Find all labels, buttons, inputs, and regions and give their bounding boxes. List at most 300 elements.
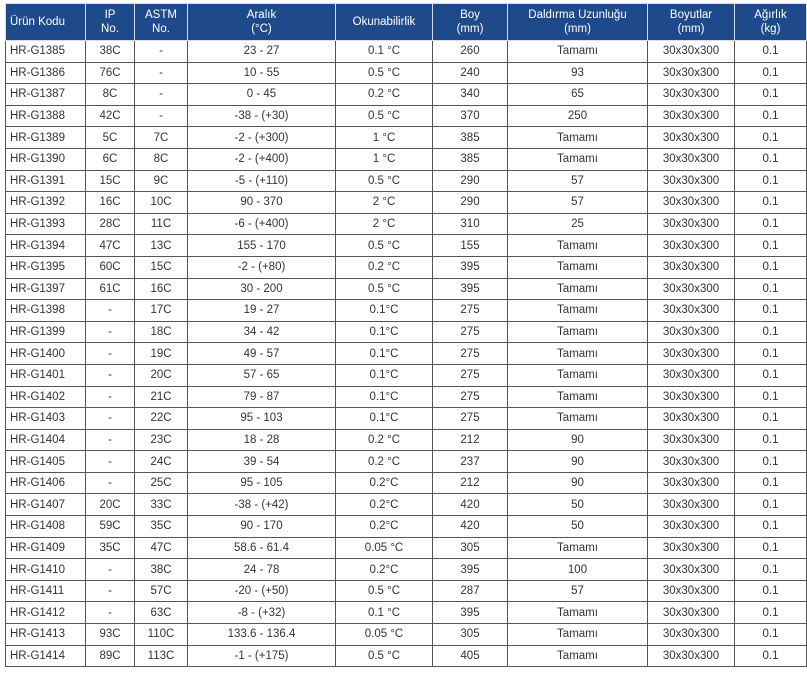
cell-length: 275 [433, 343, 508, 365]
cell-range: 10 - 55 [188, 62, 336, 84]
cell-readability: 0.1 °C [336, 602, 433, 624]
cell-product-code: HR-G1387 [6, 84, 86, 106]
table-row [6, 300, 807, 322]
cell-astm-no: - [135, 41, 188, 63]
header-dimensions: Boyutlar (mm) [648, 4, 735, 41]
cell-range: 39 - 54 [188, 451, 336, 473]
cell-range: -6 - (+400) [188, 213, 336, 235]
cell-astm-no: 8C [135, 148, 188, 170]
cell-range: 79 - 87 [188, 386, 336, 408]
cell-dimensions: 30x30x300 [648, 364, 735, 386]
cell-astm-no: 24C [135, 451, 188, 473]
cell-dimensions: 30x30x300 [648, 516, 735, 538]
cell-product-code: HR-G1386 [6, 62, 86, 84]
cell-product-code: HR-G1412 [6, 602, 86, 624]
cell-ip-no: - [86, 386, 135, 408]
cell-readability: 0.1°C [336, 408, 433, 430]
cell-length: 155 [433, 235, 508, 257]
cell-dimensions: 30x30x300 [648, 148, 735, 170]
cell-weight: 0.1 [735, 408, 807, 430]
cell-product-code: HR-G1414 [6, 645, 86, 667]
cell-readability: 0.5 °C [336, 235, 433, 257]
cell-astm-no: 47C [135, 537, 188, 559]
cell-length: 275 [433, 321, 508, 343]
cell-range: 95 - 103 [188, 408, 336, 430]
cell-product-code: HR-G1407 [6, 494, 86, 516]
cell-readability: 0.2 °C [336, 256, 433, 278]
table-row [6, 364, 807, 386]
cell-range: -2 - (+400) [188, 148, 336, 170]
cell-immersion-length: 100 [508, 559, 648, 581]
cell-astm-no: 57C [135, 580, 188, 602]
cell-product-code: HR-G1394 [6, 235, 86, 257]
cell-immersion-length: Tamamı [508, 537, 648, 559]
product-table-container [5, 3, 807, 667]
table-row [6, 41, 807, 63]
table-row [6, 321, 807, 343]
cell-immersion-length: Tamamı [508, 278, 648, 300]
cell-length: 290 [433, 170, 508, 192]
cell-ip-no: - [86, 364, 135, 386]
table-row [6, 148, 807, 170]
cell-product-code: HR-G1388 [6, 105, 86, 127]
table-header [6, 4, 807, 41]
cell-product-code: HR-G1398 [6, 300, 86, 322]
cell-weight: 0.1 [735, 516, 807, 538]
cell-immersion-length: 50 [508, 516, 648, 538]
cell-ip-no: 28C [86, 213, 135, 235]
cell-readability: 2 °C [336, 192, 433, 214]
cell-dimensions: 30x30x300 [648, 494, 735, 516]
cell-readability: 0.5 °C [336, 105, 433, 127]
cell-readability: 0.2°C [336, 494, 433, 516]
cell-weight: 0.1 [735, 580, 807, 602]
cell-immersion-length: Tamamı [508, 41, 648, 63]
cell-range: 24 - 78 [188, 559, 336, 581]
cell-immersion-length: 57 [508, 192, 648, 214]
cell-dimensions: 30x30x300 [648, 429, 735, 451]
cell-readability: 0.1°C [336, 364, 433, 386]
cell-ip-no: 42C [86, 105, 135, 127]
cell-weight: 0.1 [735, 62, 807, 84]
cell-length: 240 [433, 62, 508, 84]
cell-product-code: HR-G1409 [6, 537, 86, 559]
cell-weight: 0.1 [735, 148, 807, 170]
cell-astm-no: 63C [135, 602, 188, 624]
cell-weight: 0.1 [735, 559, 807, 581]
cell-range: -2 - (+300) [188, 127, 336, 149]
cell-dimensions: 30x30x300 [648, 235, 735, 257]
cell-ip-no: 76C [86, 62, 135, 84]
cell-astm-no: 10C [135, 192, 188, 214]
cell-readability: 0.5 °C [336, 170, 433, 192]
cell-product-code: HR-G1410 [6, 559, 86, 581]
table-row [6, 645, 807, 667]
cell-dimensions: 30x30x300 [648, 127, 735, 149]
cell-astm-no: 9C [135, 170, 188, 192]
cell-readability: 0.05 °C [336, 624, 433, 646]
cell-range: -2 - (+80) [188, 256, 336, 278]
cell-range: 95 - 105 [188, 472, 336, 494]
cell-dimensions: 30x30x300 [648, 213, 735, 235]
cell-readability: 2 °C [336, 213, 433, 235]
cell-range: -38 - (+42) [188, 494, 336, 516]
cell-ip-no: - [86, 602, 135, 624]
cell-dimensions: 30x30x300 [648, 170, 735, 192]
cell-astm-no: 23C [135, 429, 188, 451]
cell-dimensions: 30x30x300 [648, 256, 735, 278]
cell-astm-no: - [135, 84, 188, 106]
cell-weight: 0.1 [735, 84, 807, 106]
cell-astm-no: 113C [135, 645, 188, 667]
cell-readability: 0.1°C [336, 300, 433, 322]
cell-product-code: HR-G1385 [6, 41, 86, 63]
cell-readability: 0.5 °C [336, 645, 433, 667]
cell-dimensions: 30x30x300 [648, 472, 735, 494]
cell-dimensions: 30x30x300 [648, 624, 735, 646]
cell-readability: 0.1°C [336, 343, 433, 365]
table-row [6, 343, 807, 365]
table-row [6, 192, 807, 214]
cell-product-code: HR-G1400 [6, 343, 86, 365]
cell-range: 90 - 170 [188, 516, 336, 538]
table-row [6, 580, 807, 602]
cell-astm-no: 20C [135, 364, 188, 386]
header-readability: Okunabilirlik [336, 4, 433, 41]
cell-astm-no: 11C [135, 213, 188, 235]
cell-range: 34 - 42 [188, 321, 336, 343]
cell-length: 420 [433, 494, 508, 516]
table-row [6, 559, 807, 581]
cell-product-code: HR-G1406 [6, 472, 86, 494]
cell-product-code: HR-G1401 [6, 364, 86, 386]
cell-length: 420 [433, 516, 508, 538]
cell-range: 19 - 27 [188, 300, 336, 322]
cell-product-code: HR-G1393 [6, 213, 86, 235]
product-table [5, 3, 807, 667]
table-row [6, 84, 807, 106]
cell-astm-no: 15C [135, 256, 188, 278]
cell-product-code: HR-G1399 [6, 321, 86, 343]
table-row [6, 386, 807, 408]
cell-astm-no: 25C [135, 472, 188, 494]
cell-weight: 0.1 [735, 41, 807, 63]
cell-astm-no: 17C [135, 300, 188, 322]
cell-immersion-length: 57 [508, 170, 648, 192]
cell-dimensions: 30x30x300 [648, 300, 735, 322]
cell-product-code: HR-G1413 [6, 624, 86, 646]
table-row [6, 235, 807, 257]
header-ip-no: IP No. [86, 4, 135, 41]
table-row [6, 537, 807, 559]
cell-weight: 0.1 [735, 386, 807, 408]
cell-length: 305 [433, 537, 508, 559]
cell-dimensions: 30x30x300 [648, 192, 735, 214]
header-weight: Ağırlık (kg) [735, 4, 807, 41]
cell-ip-no: - [86, 321, 135, 343]
cell-length: 260 [433, 41, 508, 63]
cell-range: 90 - 370 [188, 192, 336, 214]
cell-weight: 0.1 [735, 494, 807, 516]
cell-immersion-length: Tamamı [508, 148, 648, 170]
cell-weight: 0.1 [735, 127, 807, 149]
cell-range: 133.6 - 136.4 [188, 624, 336, 646]
cell-immersion-length: Tamamı [508, 127, 648, 149]
cell-immersion-length: Tamamı [508, 386, 648, 408]
cell-immersion-length: Tamamı [508, 624, 648, 646]
cell-ip-no: - [86, 300, 135, 322]
cell-weight: 0.1 [735, 192, 807, 214]
cell-immersion-length: Tamamı [508, 256, 648, 278]
cell-astm-no: 22C [135, 408, 188, 430]
cell-range: 23 - 27 [188, 41, 336, 63]
cell-product-code: HR-G1404 [6, 429, 86, 451]
cell-immersion-length: 50 [508, 494, 648, 516]
cell-dimensions: 30x30x300 [648, 343, 735, 365]
cell-weight: 0.1 [735, 429, 807, 451]
cell-readability: 0.5 °C [336, 62, 433, 84]
cell-immersion-length: Tamamı [508, 408, 648, 430]
cell-ip-no: - [86, 580, 135, 602]
table-body [6, 41, 807, 667]
cell-immersion-length: 93 [508, 62, 648, 84]
cell-ip-no: 20C [86, 494, 135, 516]
cell-product-code: HR-G1402 [6, 386, 86, 408]
cell-weight: 0.1 [735, 624, 807, 646]
cell-length: 385 [433, 127, 508, 149]
cell-weight: 0.1 [735, 300, 807, 322]
table-row [6, 408, 807, 430]
cell-astm-no: 13C [135, 235, 188, 257]
cell-immersion-length: Tamamı [508, 645, 648, 667]
table-row [6, 213, 807, 235]
cell-length: 310 [433, 213, 508, 235]
cell-length: 340 [433, 84, 508, 106]
table-row [6, 602, 807, 624]
cell-ip-no: 38C [86, 41, 135, 63]
cell-dimensions: 30x30x300 [648, 602, 735, 624]
header-range: Aralık (°C) [188, 4, 336, 41]
cell-range: 30 - 200 [188, 278, 336, 300]
cell-ip-no: 59C [86, 516, 135, 538]
cell-immersion-length: 90 [508, 472, 648, 494]
cell-immersion-length: Tamamı [508, 343, 648, 365]
cell-product-code: HR-G1403 [6, 408, 86, 430]
cell-astm-no: - [135, 105, 188, 127]
cell-dimensions: 30x30x300 [648, 580, 735, 602]
header-astm-no: ASTM No. [135, 4, 188, 41]
cell-length: 395 [433, 256, 508, 278]
cell-weight: 0.1 [735, 472, 807, 494]
cell-dimensions: 30x30x300 [648, 559, 735, 581]
header-length: Boy (mm) [433, 4, 508, 41]
cell-immersion-length: 250 [508, 105, 648, 127]
cell-readability: 0.1°C [336, 386, 433, 408]
cell-dimensions: 30x30x300 [648, 105, 735, 127]
cell-readability: 0.2°C [336, 559, 433, 581]
cell-astm-no: 16C [135, 278, 188, 300]
cell-weight: 0.1 [735, 451, 807, 473]
cell-astm-no: 18C [135, 321, 188, 343]
cell-dimensions: 30x30x300 [648, 537, 735, 559]
cell-ip-no: 60C [86, 256, 135, 278]
cell-range: -5 - (+110) [188, 170, 336, 192]
cell-weight: 0.1 [735, 343, 807, 365]
cell-length: 395 [433, 602, 508, 624]
cell-immersion-length: Tamamı [508, 602, 648, 624]
cell-astm-no: 7C [135, 127, 188, 149]
cell-weight: 0.1 [735, 278, 807, 300]
cell-astm-no: 21C [135, 386, 188, 408]
cell-ip-no: - [86, 559, 135, 581]
cell-immersion-length: 57 [508, 580, 648, 602]
table-row [6, 429, 807, 451]
cell-length: 275 [433, 386, 508, 408]
cell-product-code: HR-G1411 [6, 580, 86, 602]
header-row [6, 4, 807, 41]
cell-ip-no: 8C [86, 84, 135, 106]
cell-ip-no: - [86, 429, 135, 451]
table-row [6, 256, 807, 278]
cell-readability: 0.2 °C [336, 451, 433, 473]
cell-length: 290 [433, 192, 508, 214]
cell-range: 57 - 65 [188, 364, 336, 386]
cell-weight: 0.1 [735, 645, 807, 667]
cell-readability: 0.2 °C [336, 84, 433, 106]
cell-weight: 0.1 [735, 256, 807, 278]
cell-dimensions: 30x30x300 [648, 278, 735, 300]
cell-range: -8 - (+32) [188, 602, 336, 624]
cell-length: 395 [433, 559, 508, 581]
cell-weight: 0.1 [735, 602, 807, 624]
cell-product-code: HR-G1391 [6, 170, 86, 192]
cell-range: 49 - 57 [188, 343, 336, 365]
cell-ip-no: 16C [86, 192, 135, 214]
cell-astm-no: - [135, 62, 188, 84]
cell-ip-no: - [86, 343, 135, 365]
cell-immersion-length: Tamamı [508, 235, 648, 257]
cell-immersion-length: Tamamı [508, 364, 648, 386]
cell-dimensions: 30x30x300 [648, 451, 735, 473]
cell-astm-no: 110C [135, 624, 188, 646]
cell-immersion-length: 90 [508, 451, 648, 473]
cell-readability: 1 °C [336, 127, 433, 149]
cell-product-code: HR-G1392 [6, 192, 86, 214]
cell-length: 275 [433, 364, 508, 386]
cell-astm-no: 19C [135, 343, 188, 365]
cell-length: 305 [433, 624, 508, 646]
cell-immersion-length: 25 [508, 213, 648, 235]
cell-ip-no: 93C [86, 624, 135, 646]
cell-dimensions: 30x30x300 [648, 41, 735, 63]
cell-ip-no: 6C [86, 148, 135, 170]
cell-length: 405 [433, 645, 508, 667]
cell-dimensions: 30x30x300 [648, 408, 735, 430]
cell-ip-no: 89C [86, 645, 135, 667]
cell-length: 275 [433, 408, 508, 430]
cell-length: 212 [433, 472, 508, 494]
table-row [6, 451, 807, 473]
cell-dimensions: 30x30x300 [648, 386, 735, 408]
cell-length: 287 [433, 580, 508, 602]
cell-range: 18 - 28 [188, 429, 336, 451]
header-product-code: Ürün Kodu [6, 4, 86, 41]
cell-readability: 0.5 °C [336, 580, 433, 602]
cell-length: 370 [433, 105, 508, 127]
cell-astm-no: 33C [135, 494, 188, 516]
cell-readability: 0.1 °C [336, 41, 433, 63]
cell-weight: 0.1 [735, 170, 807, 192]
table-row [6, 278, 807, 300]
cell-range: -1 - (+175) [188, 645, 336, 667]
cell-product-code: HR-G1397 [6, 278, 86, 300]
cell-dimensions: 30x30x300 [648, 84, 735, 106]
cell-weight: 0.1 [735, 321, 807, 343]
table-row [6, 472, 807, 494]
cell-ip-no: 61C [86, 278, 135, 300]
cell-range: 0 - 45 [188, 84, 336, 106]
cell-ip-no: - [86, 408, 135, 430]
cell-immersion-length: Tamamı [508, 321, 648, 343]
cell-product-code: HR-G1390 [6, 148, 86, 170]
cell-length: 275 [433, 300, 508, 322]
cell-ip-no: - [86, 472, 135, 494]
cell-dimensions: 30x30x300 [648, 62, 735, 84]
cell-ip-no: 47C [86, 235, 135, 257]
cell-immersion-length: 65 [508, 84, 648, 106]
cell-range: 58.6 - 61.4 [188, 537, 336, 559]
table-row [6, 170, 807, 192]
cell-length: 385 [433, 148, 508, 170]
cell-readability: 0.05 °C [336, 537, 433, 559]
cell-astm-no: 38C [135, 559, 188, 581]
table-row [6, 105, 807, 127]
table-row [6, 516, 807, 538]
cell-ip-no: 35C [86, 537, 135, 559]
cell-astm-no: 35C [135, 516, 188, 538]
cell-weight: 0.1 [735, 105, 807, 127]
cell-readability: 0.1°C [336, 321, 433, 343]
header-immersion-length: Daldırma Uzunluğu (mm) [508, 4, 648, 41]
table-row [6, 62, 807, 84]
cell-range: -20 - (+50) [188, 580, 336, 602]
table-row [6, 624, 807, 646]
cell-weight: 0.1 [735, 213, 807, 235]
cell-ip-no: 5C [86, 127, 135, 149]
cell-ip-no: 15C [86, 170, 135, 192]
cell-readability: 0.2°C [336, 472, 433, 494]
cell-weight: 0.1 [735, 235, 807, 257]
cell-product-code: HR-G1405 [6, 451, 86, 473]
cell-readability: 0.2 °C [336, 429, 433, 451]
cell-dimensions: 30x30x300 [648, 645, 735, 667]
cell-weight: 0.1 [735, 537, 807, 559]
cell-length: 212 [433, 429, 508, 451]
cell-range: 155 - 170 [188, 235, 336, 257]
table-row [6, 494, 807, 516]
cell-range: -38 - (+30) [188, 105, 336, 127]
table-row [6, 127, 807, 149]
cell-weight: 0.1 [735, 364, 807, 386]
cell-ip-no: - [86, 451, 135, 473]
cell-readability: 1 °C [336, 148, 433, 170]
cell-length: 237 [433, 451, 508, 473]
cell-product-code: HR-G1395 [6, 256, 86, 278]
cell-product-code: HR-G1408 [6, 516, 86, 538]
cell-product-code: HR-G1389 [6, 127, 86, 149]
cell-dimensions: 30x30x300 [648, 321, 735, 343]
cell-length: 395 [433, 278, 508, 300]
